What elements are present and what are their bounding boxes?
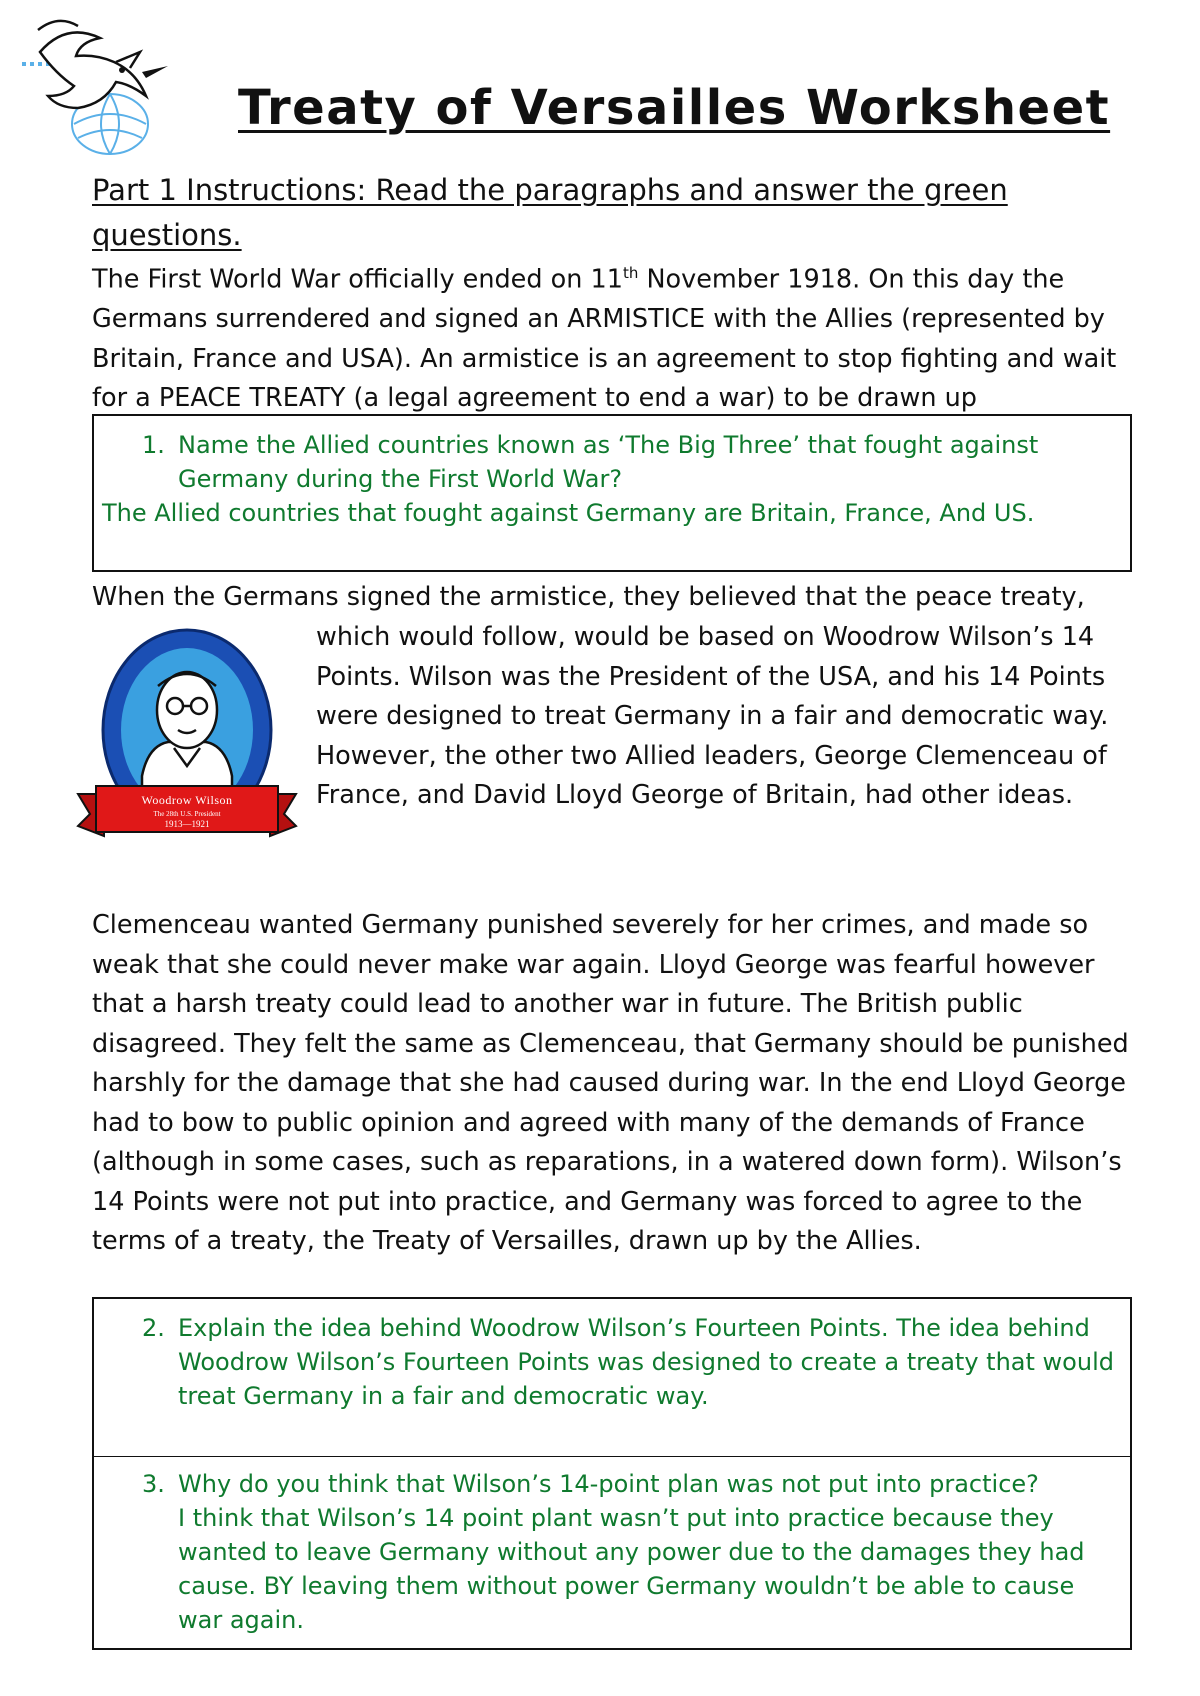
portrait-years: 1913—1921 — [164, 819, 210, 829]
question-1-text: Name the Allied countries known as ‘The Big Three’ that fought against Germany during the First World War? — [178, 431, 1039, 493]
question-1-number: 1. — [142, 431, 165, 459]
question-3-text: Why do you think that Wilson’s 14-point plan was not put into practice? — [178, 1470, 1039, 1498]
page-title: Treaty of Versailles Worksheet — [238, 80, 1111, 136]
question-box-2 — [92, 1297, 1132, 1457]
answer-1[interactable]: The Allied countries that fought against Germany are Britain, France, And US. — [102, 499, 1035, 527]
portrait-name: Woodrow Wilson — [141, 793, 233, 807]
paragraph-wilson-rest: which would follow, would be based on Woodrow Wilson’s 14 Points. Wilson was the President of the USA, and his 14 Points were designed to treat Germany in a fair and democratic way. However, the other two Allied leaders, George Clemenceau of France, and David Lloyd George of Britain, had other ideas. — [316, 622, 1109, 810]
paragraph-armistice-rest: November 1918. On this day the Germans surrendered and signed an ARMISTICE with the Allies (represented by Britain, France and USA). An armistice is an agreement to stop fighting and wait for a PEACE TREATY (a legal agreement to end a war) to be drawn up — [92, 264, 1117, 413]
woodrow-wilson-portrait — [74, 626, 300, 862]
question-3 — [142, 1467, 1122, 1501]
paragraph-armistice-start: The First World War officially ended on 11 — [92, 264, 623, 295]
answer-3[interactable]: I think that Wilson’s 14 point plant wasn’t put into practice because they wanted to leave Germany without any power due to the damages they had cause. BY leaving them without power Germany wouldn’t be able to cause war again. — [178, 1504, 1085, 1634]
question-2-number: 2. — [142, 1314, 165, 1342]
question-box-3 — [92, 1456, 1132, 1650]
question-2-text[interactable]: Explain the idea behind Woodrow Wilson’s Fourteen Points. The idea behind Woodrow Wilson’s Fourteen Points was designed to create a treaty that would treat Germany in a fair and democratic way. — [178, 1314, 1114, 1410]
question-1 — [142, 428, 1122, 496]
question-2 — [142, 1311, 1122, 1413]
paragraph-armistice — [92, 254, 1137, 419]
instructions-heading: Part 1 Instructions: Read the paragraphs and answer the green questions. — [92, 173, 1008, 252]
paragraph-clemenceau: Clemenceau wanted Germany punished severely for her crimes, and made so weak that she could never make war again. Lloyd George was fearful however that a harsh treaty could lead to another war in future. The British public disagreed. They felt the same as Clemenceau, that Germany should be punished harshly for the damage that she had caused during war. In the end Lloyd George had to bow to public opinion and agreed with many of the demands of France (although in some cases, such as reparations, in a watered down form). Wilson’s 14 Points were not put into practice, and Germany was forced to agree to the terms of a treaty, the Treaty of Versailles, drawn up by the Allies. — [92, 910, 1129, 1256]
question-box-1 — [92, 414, 1132, 572]
portrait-subtitle: The 28th U.S. President — [153, 810, 221, 818]
question-3-number: 3. — [142, 1470, 165, 1498]
paragraph-wilson-first-line: When the Germans signed the armistice, they believed that the peace treaty, — [92, 582, 1085, 612]
ordinal-suffix: th — [622, 264, 639, 282]
peace-dove-globe-icon — [18, 12, 178, 162]
